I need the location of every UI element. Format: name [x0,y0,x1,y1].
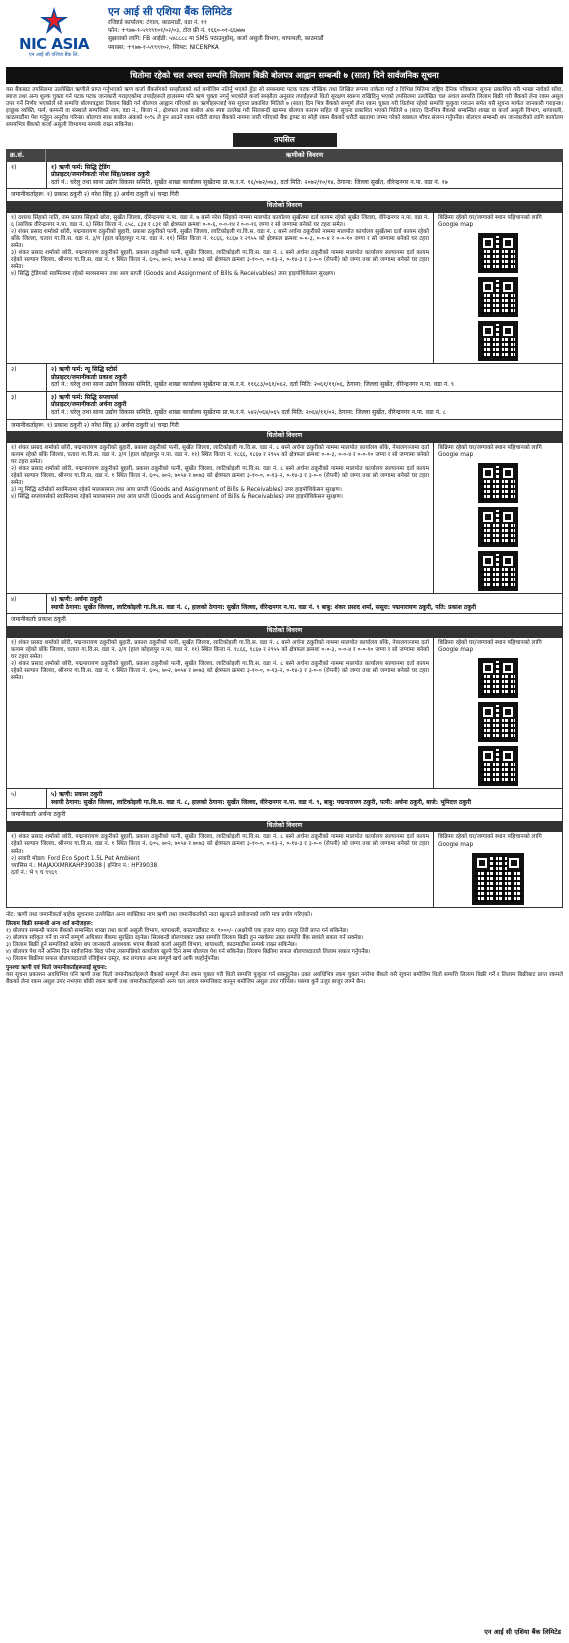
terms-title: लिलाम बिक्री सम्बन्धी अन्य शर्त बन्देजहरू: [6,920,93,927]
collateral-item: दर्ता नं.: भे ९ च ९९६९ [11,869,58,876]
google-map-qr-icon[interactable] [478,507,518,547]
borrower-line: १) ऋणी फर्म: सिद्धि ट्रेडिंग [51,163,110,171]
borrower-block [6,594,563,789]
google-map-qr-icon[interactable] [478,277,518,317]
borrower-info [47,789,562,808]
borrower-sn: ३) [7,392,47,419]
logo-subtext: एन आई सी एशिया बैंक लि. [28,52,80,58]
intro-paragraph: यस बैंकबाट तपसिलमा उल्लेखित ऋणीले प्राप्त गर्नुभएको ऋण कर्जा बैंकसँगको सम्झौताको शर्त बमोजिम नतिर्नु भएको हुँदा सो सम्बन्धमा पटक पटक मौखिक तथा लिखित रूपमा ताकेता गर्दा र विभिन्न मितिमा राष्ट्रिय दैनिक पत्रिकामा सूचना प्रकाशित गरी भाखा नाघेको साँवा, ब्याज तथा अन्य शुल्क चुक्ता गर्न पटक पटक जानकारी गराइएकोमा तपाईंहरूले हालसम्म पनि ऋण चुक्ता नगर्नु भएकोले कर्जा सम्झौता अनुसार तपाईंहरूले धितो सुरक्षण स्वरूप राखिदिनु भएको तपसिलमा उल्लेखित चल अचल सम्पत्ति लिलाम बिक्री गरी बैंकको लेना रकम असुल उपर गर्ने निर्णय भएकोले सो सम्पत्ति बोलपत्रद्वारा लिलाम बिक्री गर्न बोलपत्र आह्वान गरिएको छ। ऋणीहरूलाई यस सूचना प्रकाशित मितिले ७ (सात) दिन भित्र बैंकको सम्पूर्ण लेना रकम चुक्ता गरी धितोमा रहेको सम्पत्ति फुकुवा गराउन समेत यसै सूचना मार्फत जानकारी गराइन्छ। इच्छुक व्यक्ति, फर्म, कम्पनी वा संस्थाले सम्पत्तिको नाम, वडा नं., कित्ता नं., क्षेत्रफल तथा कबोल अंक स्पष्ट उल्लेख गरी सिलबन्दी खाममा बोलपत्र फाराम सहित यो सूचना प्रकाशित भएको मितिले ७ (सात) दिनभित्र बैंकको सम्बन्धित शाखा वा कर्जा असुली विभाग, थापाथली, काठमाडौंमा पेश गर्नुहुन अनुरोध गरिन्छ। बोलपत्र साथ कबोल अंकको १०% ले हुन आउने रकम धरौटी बापत बैंकको नाममा जारी गरिएको बैंक ड्राफ्ट वा सोही रकम बैंकको धरौटी खातामा जम्मा गरेको सक्कल भौचर संलग्न गर्नुपर्नेछ। बोलपत्र सम्बन्धी थप जानकारीको लागि कार्यालय समयभित्र बैंकको कर्जा असुली विभागमा सम्पर्क राख्न सकिनेछ। [6,86,563,129]
header-line: रजिष्टर्ड कार्यालय: टंगाल, काठमाडौं, वडा नं. ११ [108,20,207,26]
borrower-block [6,364,563,392]
logo-text: NIC ASIA [19,35,89,53]
map-column [434,638,562,788]
bank-name: एन आई सी एशिया बैंक लिमिटेड [108,6,232,18]
google-map-qr-icon[interactable] [472,853,524,905]
google-map-qr-icon[interactable] [478,551,518,591]
map-column [434,443,562,593]
map-caption: बिक्रिमा रहेको घर/जग्गाको स्थान पहिचानको लागि Google map [438,834,542,848]
col-sn: क्र.सं. [6,149,46,162]
borrower-line: २) ऋणी फर्म: न्यू सिद्धि स्टोर्स [51,365,118,373]
collateral-header: धितोको विवरण [7,431,562,441]
map-caption: बिक्रिमा रहेको घर/जग्गाको स्थान पहिचानको लागि Google map [438,639,542,653]
google-map-qr-icon[interactable] [478,658,518,698]
collateral-row [7,831,562,906]
nic-star-icon [34,6,74,36]
collateral-item: २) शंकर प्रसाद शर्माको छोरी, पद्मनारायण ठकुरीको बुहारी, प्रकाश ठकुरीको पत्नी, सुर्खेत जिल्ला, लाटिकोइली गा.वि.स. वडा नं. ८ बस्ने अर्चना ठकुरीको नाममा मालपोत कार्यालय सल्यानमा दर्ता कायम रहेको सल्यान जिल्ला, श्रीनगर गा.वि.स. वडा नं. १ स्थित कित्ता नं. ६०५, ७०२, ७०५४ र ७०७३ को क्षेत्रफल क्रमशः ३-१०-०, ०-१३-२, ०-१४-३ र ३-०-० (रोपनी) को जग्गा तथा सो जग्गामा बनेको घर टहरा समेत। [11,660,429,681]
borrower-table [6,162,563,908]
borrower-line: दर्ता नं.: घरेलु तथा साना उद्योग विकास समिति, सुर्खेत शाखा कार्यालय सुर्खेतमा प्रा.फ.र.नं. ११६८३/०६१/०६२, दर्ता मिति: २०६१/११/०६, ठेगाना: जिल्ला सुर्खेत, वीरेन्द्रनगर न.पा. वडा नं. ९ [51,381,455,389]
borrower-row [7,364,562,391]
notes-section [6,912,563,986]
borrower-info [47,594,562,613]
guarantors: जमानीकर्ताहरू: १) प्रकाश ठकुरी २) नरेश सिंह ३) अर्चना ठकुरी ४) चन्द्रा गिरी [7,419,562,432]
term-item: १) बोलपत्र सम्बन्धी फारम बैंकको सम्बन्धित शाखा तथा कर्जा असुली विभाग, थापाथली, काठमाडौंबाट रु. १०००/- (अक्षरेपी एक हजार मात्र) दस्तुर तिरी प्राप्त गर्न सकिनेछ। [6,927,349,934]
borrower-info [47,392,562,419]
collateral-text [7,638,434,788]
guarantors: जमानीकर्ताहरू: १) प्रकाश ठकुरी २) नरेश सिंह ३) अर्चना ठकुरी ४) चन्द्रा गिरी [7,188,562,201]
guarantors: जमानीकर्ताः अर्चना ठकुरी [7,808,562,821]
header-line: फ्याक्स: +९७७-१-५९९९१०२, स्विफ्ट: NICENPKA [108,44,219,51]
collateral-header: धितोको विवरण [7,626,562,636]
borrower-sn: ४) [7,594,47,613]
google-map-qr-icon[interactable] [478,463,518,503]
collateral-item: ४) सिद्धि सप्लायर्सको स्वामित्वमा रहेको मालसामान तथा आय प्राप्ती (Goods and Assignment of Bills & Receivables) उपर हाइपोथिकेसन सुरक्षण। [11,494,343,501]
borrower-line: दर्ता नं.: घरेलु तथा साना उद्योग विकास समिति, सुर्खेत शाखा कार्यालय सुर्खेतमा प्रा.फ.र.नं. ५४२/०६४/०६५ दर्ता मिति: २०६४/११/०२, ठेगाना: जिल्ला सुर्खेत, वीरेन्द्रनगर न.पा. वडा नं. ८ [51,408,446,416]
term-item: ३) लिलाम बिक्री हुने सम्पत्तिको बारेमा थप जानकारी आवश्यक भएमा बैंकको कर्जा असुली विभाग, थापाथली, काठमाडौंमा सम्पर्क राख्न सकिनेछ। [6,941,297,948]
google-map-qr-icon[interactable] [478,233,518,273]
tapsil-label: तपसिल [233,133,337,147]
collateral-row [7,637,562,788]
collateral-text [7,213,434,363]
collateral-text [7,832,434,906]
collateral-row [7,212,562,363]
signature: एन आई सी एशिया बैंक लिमिटेड [484,1628,561,1637]
map-column [434,213,562,363]
collateral-item: १) शंकर प्रसाद शर्माको छोरी, पद्मनारायण ठकुरीको बुहारी, प्रकाश ठकुरीको पत्नी, सुर्खेत जिल्ला, लाटिकोइली गा.वि.स. वडा नं. ८ बस्ने अर्चना ठकुरीको नाममा मालपोत कार्यालय बाँके, नेपालगञ्जमा दर्ता कायम रहेको बाँके जिल्ला, चतारा गा.वि.स. वडा नं. ३/ग (हाल कोहलपुर न.पा. वडा नं. ११) स्थित कित्ता नं. १८६६, १८६७ र २९५५ को क्षेत्रफल क्रमशः ०-०-३, ०-०-४ र ०-०-१० जग्गा र सो जग्गामा बनेको घर टहरा समेत। [11,639,429,660]
collateral-item: १) शंकर प्रसाद शर्माको छोरी, पद्मनारायण ठकुरीको बुहारी, प्रकाश ठकुरीको पत्नी, सुर्खेत जिल्ला, लाटिकोइली गा.वि.स. वडा नं. ८ बस्ने अर्चना ठकुरीको नाममा मालपोत कार्यालय बाँके, नेपालगञ्जमा दर्ता कायम रहेको बाँके जिल्ला, चतारा गा.वि.स. वडा नं. ३/ग (हाल कोहलपुर न.पा. वडा नं. ११) स्थित कित्ता नं. १८६६, १८६७ र २९५५ को क्षेत्रफल क्रमशः ०-०-३, ०-०-४ र ०-०-१० जग्गा र सो जग्गामा बनेको घर टहरा समेत। [11,444,429,465]
collateral-header: धितोको विवरण [7,201,562,211]
borrower-block [6,162,563,364]
notice-title: धितोमा रहेको चल अचल सम्पत्ति लिलाम बिक्री बोलपत्र आह्वान सम्बन्धी ७ (सात) दिने सार्वजनिक सूचना [6,67,563,84]
map-column [434,832,562,906]
borrower-row [7,162,562,189]
note-text: नोट: ऋणी तथा जमानीकर्ता बाहेक सूचनामा उल्लेखित अन्य व्यक्तिका नाम ऋणी तथा जमानीकर्ताको नाता खुलाउने प्रयोजनको लागि मात्र प्रयोग गरिएको। [6,911,313,918]
header-line: सुझावको लागि: FB आईडी: ५४८८८८ मा SMS पठाउनुहोस्, कर्जा असुली विभाग, थापाथली, काठमाडौं [108,36,324,43]
google-map-qr-icon[interactable] [478,746,518,786]
table-header [6,149,563,162]
collateral-item: ४) सिद्धि ट्रेडिंगको स्वामित्वमा रहेको मालसामान तथा आय प्राप्ती (Goods and Assignment of Bills & Receivables) उपर हाइपोथिकेसन सुरक्षण। [11,271,336,278]
map-caption: बिक्रिमा रहेको घर/जग्गाको स्थान पहिचानको लागि Google map [438,214,542,228]
collateral-header: धितोको विवरण [7,821,562,831]
borrower-line: प्रोप्राइटर/जमानीकर्ताः अर्चना ठकुरी [51,401,127,409]
map-caption: बिक्रिमा रहेको घर/जग्गाको स्थान पहिचानको लागि Google map [438,444,542,458]
header-line: फोन: +९७७-१-५९९९१०१/०२/०३, टोल फ्री नं. १६६०-०१-६६७७७ [108,28,246,35]
collateral-text [7,443,434,593]
borrower-line: प्रोप्राइटर/जमानीकर्ताः प्रकाश ठकुरी [51,373,127,381]
collateral-item: २) शंकर प्रसाद शर्माको छोरी, पद्मनारायण ठकुरीको बुहारी, प्रकाश ठकुरीको पत्नी, सुर्खेत जिल्ला, लाटिकोइली गा.वि.स. वडा नं. ८ बस्ने अर्चना ठकुरीको नाममा मालपोत कार्यालय सुर्खेतमा दर्ता कायम रहेको बाँके जिल्ला, चतारा गा.वि.स. वडा नं. ३/ग (हाल कोहलपुर न.पा. वडा नं. ११) स्थित कित्ता नं. १८६६, १८६७ र २९५५ को क्षेत्रफल क्रमशः ०-०-३, ०-०-४ र ०-०-१० जग्गा र सो जग्गामा बनेको घर टहरा समेत। [11,228,429,249]
collateral-item: २) सवारी मोडल: Ford Eco Sport 1.5L Pet Ambient [11,855,140,862]
borrower-sn: ५) [7,789,47,808]
borrower-line: स्थायी ठेगाना: सुर्खेत जिल्ला, लाटिकोइली गा.वि.स. वडा नं. ८, हालको ठेगाना: सुर्खेत जिल्ला, वीरेन्द्रनगर न.पा. वडा नं. ९ बाबु: शंकर प्रसाद शर्मा, ससुरा: पद्मनारायण ठकुरी, पति: प्रकाश ठकुरी [51,603,477,611]
borrower-row [7,789,562,808]
borrower-info [47,364,562,391]
footnote-title: पुनश्चः ऋणी एवं धितो जमानीकर्ताहरूलाई सूचना: [6,964,107,971]
borrower-sn: १) [7,162,47,189]
guarantors: जमानीकर्ताः प्रकाश ठकुरी [7,613,562,626]
col-detail: ऋणीको विवरण [285,151,324,159]
google-map-qr-icon[interactable] [478,702,518,742]
borrower-block [6,789,563,908]
header [6,4,563,66]
borrower-line: ४) ऋणी: अर्चना ठकुरी [51,596,102,604]
borrower-line: स्थायी ठेगाना: सुर्खेत जिल्ला, लाटिकोइली गा.वि.स. वडा नं. ८, हालको ठेगाना: सुर्खेत जिल्ला, वीरेन्द्रनगर न.पा. वडा नं. ९, बाबु: पद्मनारायण ठकुरी, पत्नी: अर्चना ठकुरी, बाजे: भूमिदत्त ठकुरी [51,798,472,806]
collateral-item: ३) शंकर प्रसाद शर्माको छोरी, पद्मनारायण ठकुरीको बुहारी, प्रकाश ठकुरीको पत्नी, सुर्खेत जिल्ला, लाटिकोइली गा.वि.स. वडा नं. ८ बस्ने अर्चना ठकुरीको नाममा मालपोत कार्यालय सल्यानमा दर्ता कायम रहेको सल्यान जिल्ला, श्रीनगर गा.वि.स. वडा नं. १ स्थित कित्ता नं. ६०५, ७०२, ७०५४ र ७०७३ को क्षेत्रफल क्रमशः ३-१०-०, ०-१३-२, ०-१४-३ र ३-०-० (रोपनी) को जग्गा तथा सो जग्गामा बनेको घर टहरा समेत। [11,250,429,271]
collateral-item: १) शंकर प्रसाद शर्माको छोरी, पद्मनारायण ठकुरीको बुहारी, प्रकाश ठकुरीको पत्नी, सुर्खेत जिल्ला, लाटिकोइली गा.वि.स. वडा नं. ८ बस्ने अर्चना ठकुरीको नाममा मालपोत कार्यालय सल्यानमा दर्ता कायम रहेको सल्यान जिल्ला, श्रीनगर गा.वि.स. वडा नं. १ स्थित कित्ता नं. ६०५, ७०२, ७०५४ र ७०७३ को क्षेत्रफल क्रमशः ३-१०-०, ०-१३-२, ०-१४-३ र ३-०-० (रोपनी) को जग्गा तथा सो जग्गामा बनेको घर टहरा समेत। [11,834,429,855]
collateral-item: च्यासिस नं.: MAJAXXMRKAHP39038 | इन्जिन नं.: HP39038 [11,862,158,869]
collateral-row [7,442,562,593]
term-item: ४) बोलपत्र पेश गर्ने अन्तिम दिन सार्वजनिक बिदा परेमा त्यसपछिको कार्यालय खुल्ने दिन सम्म बोलपत्र पेश गर्न सकिनेछ। लिलाम बिक्रीमा सफल बोलपत्रदाताले लिलाम सकार गर्नुपर्नेछ। [6,948,371,955]
google-map-qr-icon[interactable] [478,321,518,361]
term-item: ५) लिलाम बिक्रीमा सफल बोलपत्रदाताले रजिष्ट्रेशन दस्तुर, कर लगायत अन्य सम्पूर्ण खर्च आफैं व्यहोर्नुपर्नेछ। [6,955,220,962]
borrower-block [6,392,563,594]
borrower-info [47,162,562,189]
borrower-row [7,392,562,419]
borrower-row [7,594,562,613]
borrower-sn: २) [7,364,47,391]
bank-logo [6,4,102,59]
borrower-line: प्रोप्राइटर/जमानीकर्ताः नरेश सिंह/प्रकाश ठकुरी [51,171,150,179]
collateral-item: २) शंकर प्रसाद शर्माको छोरी, पद्मनारायण ठकुरीको बुहारी, प्रकाश ठकुरीको पत्नी, सुर्खेत जिल्ला, लाटिकोइली गा.वि.स. वडा नं. ८ बस्ने अर्चना ठकुरीको नाममा मालपोत कार्यालय सल्यानमा दर्ता कायम रहेको सल्यान जिल्ला, श्रीनगर गा.वि.स. वडा नं. १ स्थित कित्ता नं. ६०५, ७०२, ७०५४ र ७०७३ को क्षेत्रफल क्रमशः ३-१०-०, ०-१३-२, ०-१४-३ र ३-०-० (रोपनी) को जग्गा तथा सो जग्गामा बनेको घर टहरा समेत। [11,466,429,487]
collateral-item: ३) न्यू सिद्धि स्टोर्सको स्वामित्वमा रहेको मालसामान तथा आय प्राप्ती (Goods and Assignment of Bills & Receivables) उपर हाइपोथिकेसन सुरक्षण। [11,487,342,494]
term-item: २) बोलपत्र स्वीकृत गर्ने वा नगर्ने सम्पूर्ण अधिकार बैंकमा सुरक्षित रहनेछ। सिलबन्दी बोलपत्रबाट उक्त सम्पत्ति लिलाम बिक्री हुन नसकेमा उक्त सम्पत्ति बैंक स्वयंले सकार गर्न सक्नेछ। [6,934,364,941]
borrower-line: ५) ऋणी: प्रकाश ठकुरी [51,790,103,798]
borrower-line: ३) ऋणी फर्म: सिद्धि सप्लायर्स [51,393,118,401]
footnote-text: यस सूचना प्रकाशन अवधिभित्र पनि ऋणी तथा धितो जमानीकर्ताहरूले बैंकको सम्पूर्ण लेना रकम चुक्ता गरी धितो सम्पत्ति फुकुवा गर्न सक्नुहुनेछ। उक्त अवधिभित्र रकम चुक्ता नगरेमा बैंकले यसै सूचना बमोजिम धितो सम्पत्ति लिलाम बिक्री गर्ने र लिलाम बिक्रीबाट प्राप्त रकमले बैंकको लेना रकम असुल उपर नभएमा बाँकी रकम ऋणी तथा जमानीकर्ताहरूको अन्य चल अचल सम्पत्तिबाट कानून बमोजिम असुल उपर गरिनेछ। यसमा कुनै उजुर बाजुर लाग्ने छैन। [6,971,563,985]
bank-info [102,4,563,52]
collateral-item: १) दशरथ सिंहको नाति, राम प्रताप सिंहको छोरा, सुर्खेत जिल्ला, वीरेन्द्रनगर न.पा. वडा नं. ७ बस्ने नरेश सिंहको नाममा मालपोत कार्यालय सुर्खेतमा दर्ता कायम रहेको सुर्खेत जिल्ला, वीरेन्द्रनगर न.पा. वडा नं. ६ (साविक वीरेन्द्रनगर न.पा. वडा नं. ६) स्थित कित्ता नं. ८५८, ८३४ र ८३१ को क्षेत्रफल क्रमशः ०-०-६, ०-०-१४ र ०-०-१६ जग्गा र सो जग्गामा बनेको घर टहरा समेत। [11,214,429,228]
borrower-line: दर्ता नं.: घरेलु तथा साना उद्योग विकास समिति, सुर्खेत शाखा कार्यालय सुर्खेतमा प्रा.फ.र.नं. १६/०७२/०७३, दर्ता मिति: २०७२/१०/१४, ठेगाना: जिल्ला सुर्खेत, वीरेन्द्रनगर न.पा. वडा नं. १७ [51,178,448,186]
